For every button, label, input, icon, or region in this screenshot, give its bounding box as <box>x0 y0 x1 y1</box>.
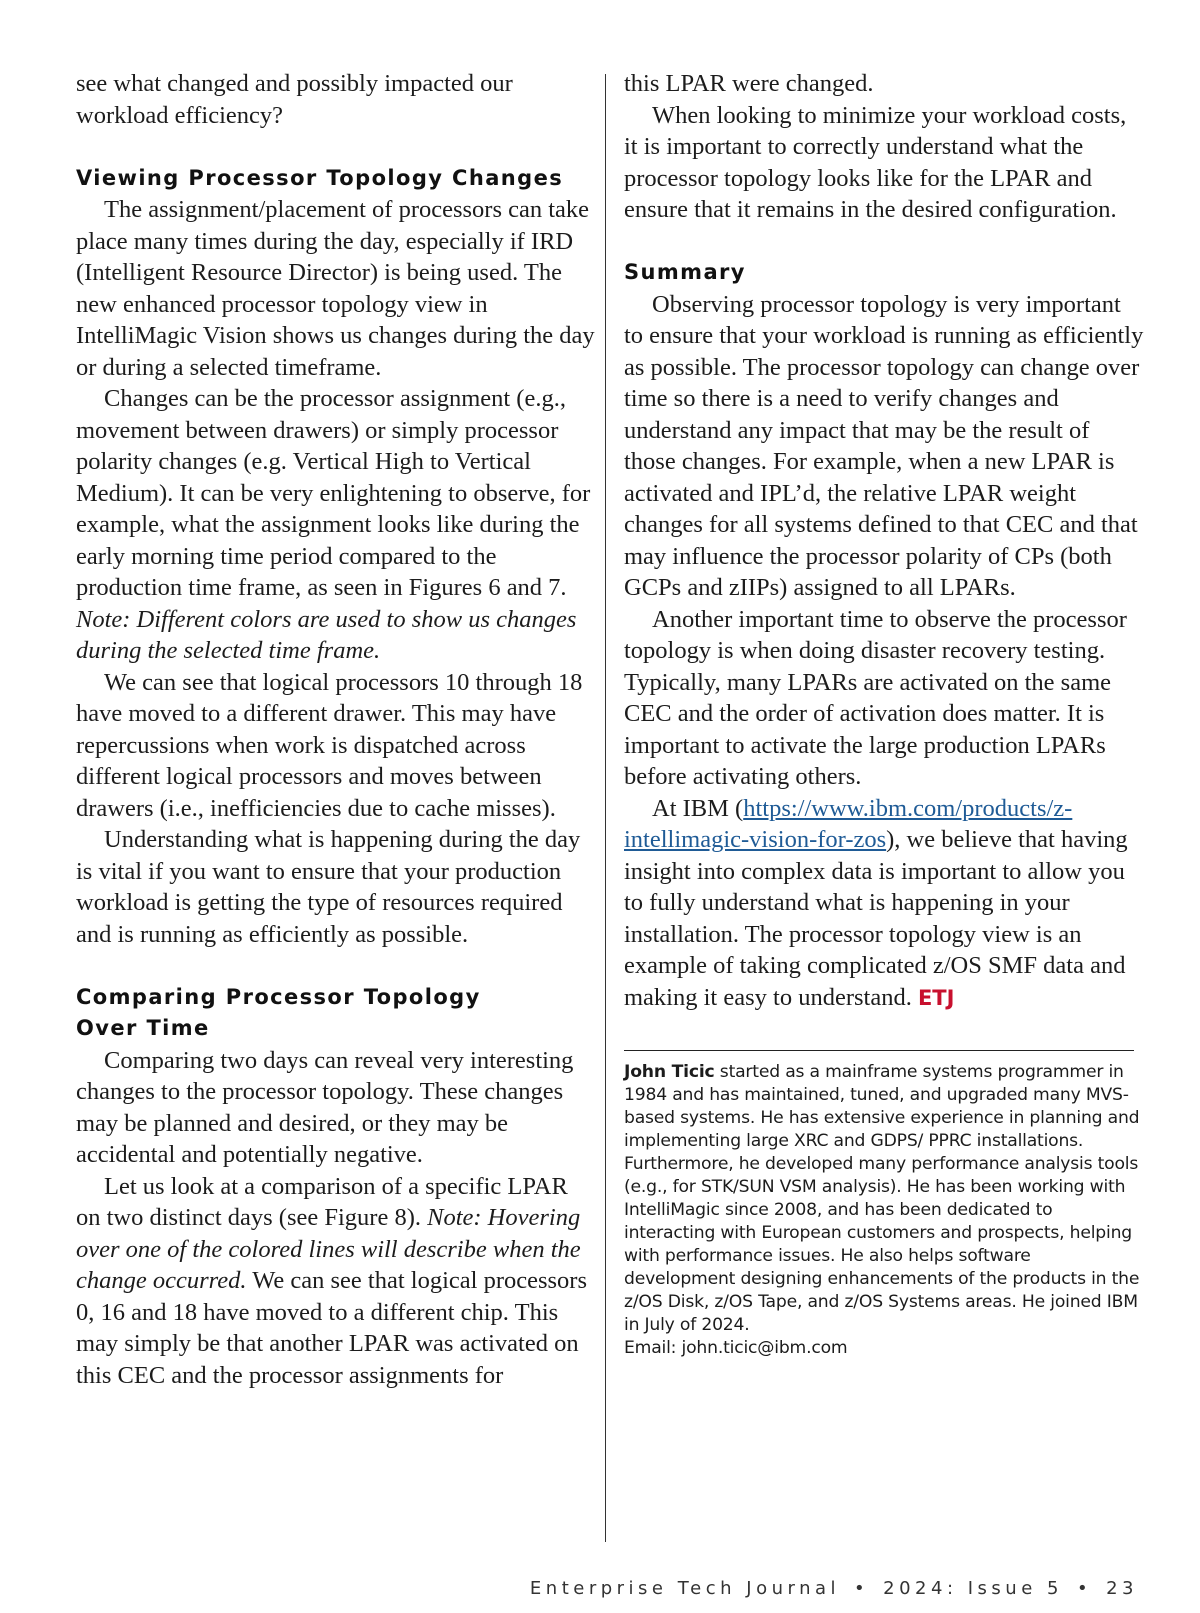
paragraph-text: Changes can be the processor assignment (e.g., movement between drawers) or simply processor polarity changes (e.g. Vertical High to Vertical Medium). It can be very enlightening to observe, for example, what the assignment looks like during the early morning time period compared to the production time frame, as seen in Figures 6 and 7. <box>76 385 591 601</box>
left-column <box>76 68 596 1391</box>
separator-dot: • <box>854 1578 870 1599</box>
bio-divider <box>624 1050 1134 1051</box>
section-heading-viewing: Viewing Processor Topology Changes <box>76 165 564 190</box>
paragraph <box>76 1171 596 1392</box>
italic-note: Note: Different colors are used to show us changes during the selected time frame. <box>76 605 577 664</box>
separator-dot: • <box>1076 1578 1093 1599</box>
page-number: 23 <box>1106 1578 1138 1599</box>
right-column <box>624 68 1144 1360</box>
paragraph-text: Let us look at a comparison of a specific LPAR on two distinct days (see Figure 8). <box>76 1172 568 1231</box>
etj-end-mark: ETJ <box>917 985 955 1010</box>
page-footer <box>530 1578 1138 1599</box>
section-heading-summary: Summary <box>624 260 746 284</box>
paragraph: Observing processor topology is very important to ensure that your workload is running as efficiently as possible. The processor topology can change over time so there is a need to verify changes and understand any impact that may be the result of those changes. For example, when a new LPAR is activated and IPL’d, the relative LPAR weight changes for all systems defined to that CEC and that may influence the processor polarity of CPs (both GCPs and zIIPs) assigned to all LPARs. <box>624 290 1144 601</box>
italic-note: Note: Hovering over one of the colored lines will describe when the change occurred. <box>76 1204 581 1294</box>
issue-label: 2024: Issue 5 <box>883 1578 1063 1599</box>
paragraph-text: ), we believe that having insight into complex data is important to allow you to fully understand what is happening in your installation. The processor topology view is an example of taking complicated z/OS SMF data and making it easy to understand. <box>624 826 1128 1011</box>
paragraph: When looking to minimize your workload costs, it is important to correctly understand what the processor topology looks like for the LPAR and ensure that it remains in the desired configuration. <box>624 101 1127 223</box>
section-heading-comparing <box>76 982 596 1045</box>
paragraph <box>624 793 1144 1015</box>
paragraph: Comparing two days can reveal very interesting changes to the processor topology. These changes may be planned and desired, or they may be accidental and potentially negative. <box>76 1046 574 1168</box>
author-email: Email: john.ticic@ibm.com <box>624 1338 848 1358</box>
paragraph: Another important time to observe the processor topology is when doing disaster recovery testing. Typically, many LPARs are activated on the same CEC and the order of activation does matter. It is important to activate the large production LPARs before activating others. <box>624 605 1127 790</box>
paragraph: The assignment/placement of processors can take place many times during the day, especially if IRD (Intelligent Resource Director) is being used. The new enhanced processor topology view in IntelliMagic Vision shows us changes during the day or during a selected timeframe. <box>76 196 595 381</box>
paragraph: this LPAR were changed. <box>624 70 874 97</box>
paragraph: Understanding what is happening during the day is vital if you want to ensure that your production workload is getting the type of resources required and is running as efficiently as possible. <box>76 826 581 948</box>
column-divider <box>605 74 606 1542</box>
bio-text: started as a mainframe systems programmer in 1984 and has maintained, tuned, and upgraded many MVS-based systems. He has extensive experience in planning and implementing large XRC and GDPS/ PPRC installations. Furthermore, he developed many performance analysis tools (e.g., for STK/SUN VSM analysis). He has been working with IntelliMagic since 2008, and has been dedicated to interacting with European customers and prospects, helping with performance issues. He also helps software development designing enhancements of the products in the z/OS Disk, z/OS Tape, and z/OS Systems areas. He joined IBM in July of 2024. <box>624 1062 1140 1335</box>
paragraph-text: We can see that logical processors 0, 16 and 18 have moved to a different chip. This may simply be that another LPAR was activated on this CEC and the processor assignments for <box>76 1267 587 1389</box>
heading-line: Comparing Processor Topology <box>76 984 481 1009</box>
paragraph: see what changed and possibly impacted our workload efficiency? <box>76 70 513 129</box>
author-bio <box>624 1061 1144 1360</box>
paragraph-text: At IBM ( <box>652 794 744 822</box>
paragraph <box>76 383 596 667</box>
ibm-product-link[interactable]: https://www.ibm.com/products/z-intellimagic-vision-for-zos <box>624 794 1073 853</box>
heading-line: Over Time <box>76 1016 210 1040</box>
paragraph: We can see that logical processors 10 through 18 have moved to a different drawer. This may have repercussions when work is dispatched across different logical processors and moves between drawers (i.e., inefficiencies due to cache misses). <box>76 668 583 822</box>
author-name: John Ticic <box>624 1062 715 1082</box>
publication-name: Enterprise Tech Journal <box>529 1578 841 1599</box>
